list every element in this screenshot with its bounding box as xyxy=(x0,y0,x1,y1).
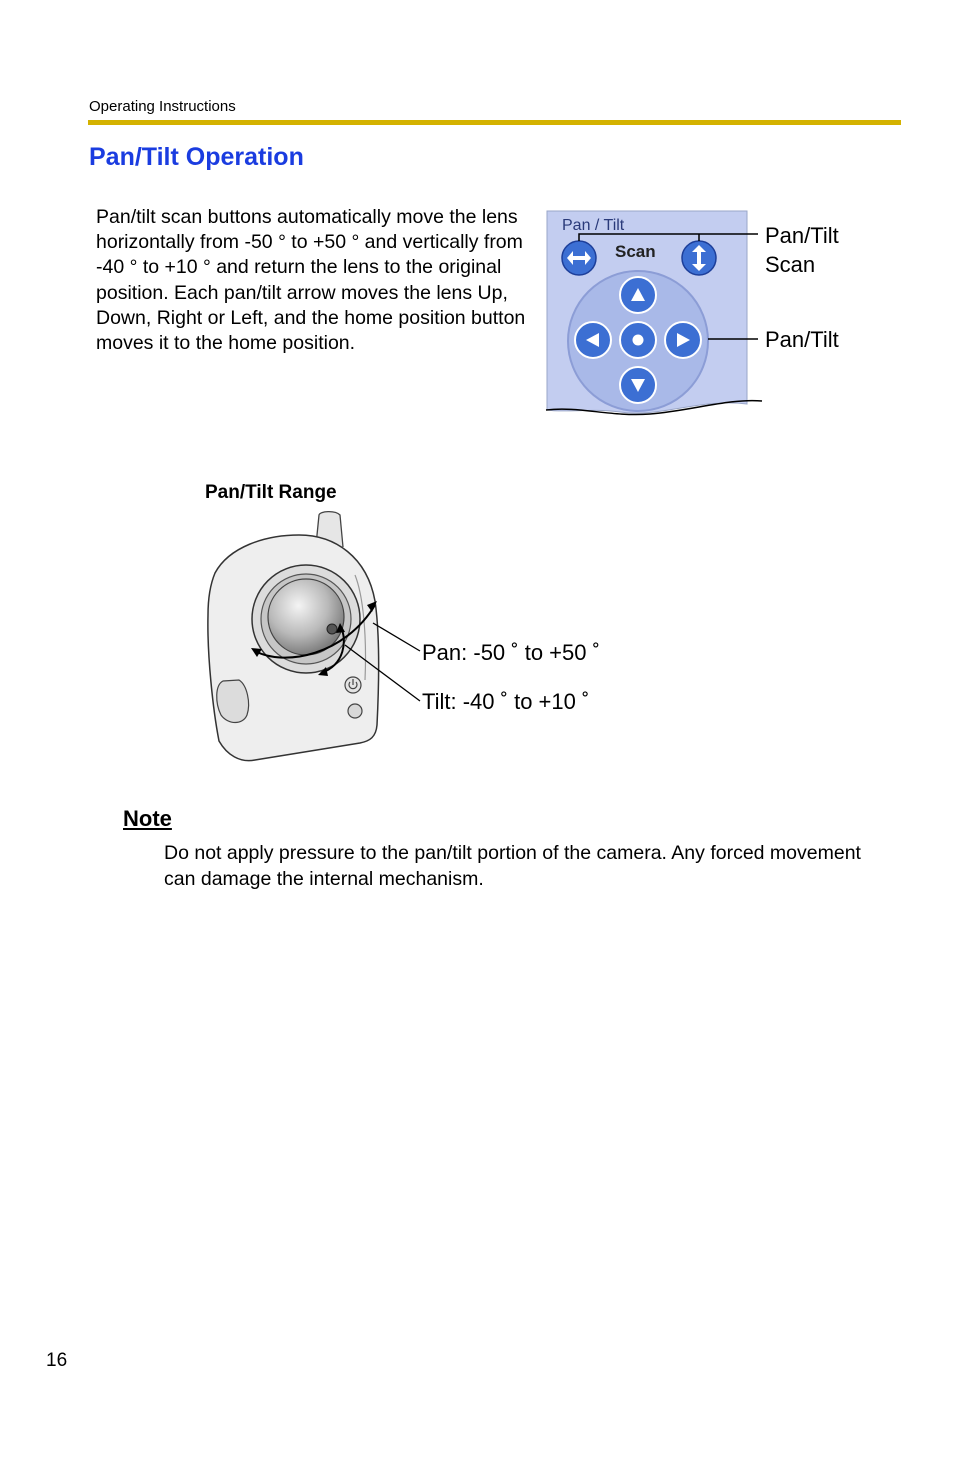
home-button[interactable] xyxy=(620,322,656,358)
note-body: Do not apply pressure to the pan/tilt portion of the camera. Any forced movement can damage the internal mechanism. xyxy=(164,842,861,890)
callout-scan-line-1: Pan/Tilt xyxy=(765,223,839,248)
small-button xyxy=(348,704,362,718)
callout-scan-line-2: Scan xyxy=(765,252,816,277)
tilt-range-label: Tilt: -40 ˚ to +10 ˚ xyxy=(422,689,590,714)
pan-tilt-control-panel xyxy=(540,205,765,420)
home-icon xyxy=(633,335,644,346)
pan-leader-line xyxy=(373,623,420,651)
pan-range-label: Pan: -50 ˚ to +50 ˚ xyxy=(422,640,600,665)
pan-tilt-scan-callout xyxy=(765,221,839,279)
page-number: 16 xyxy=(46,1350,68,1371)
side-grip xyxy=(217,680,249,723)
camera-illustration xyxy=(195,505,425,767)
intro-paragraph: Pan/tilt scan buttons automatically move the lens horizontally from -50 ° to +50 ° and vertically from -40 ° to +10 ° and return the lens to the original position. Each pan/tilt arrow moves the lens Up, Down, Right or Left, and the home position button moves it to the home position. xyxy=(96,206,526,355)
vertical-scan-button[interactable] xyxy=(682,241,716,275)
horizontal-scan-button[interactable] xyxy=(562,241,596,275)
panel-scan-label: Scan xyxy=(615,242,656,261)
down-arrow-button[interactable] xyxy=(620,367,656,403)
lens-dome xyxy=(268,579,344,655)
pan-tilt-arrows-callout: Pan/Tilt xyxy=(765,327,839,352)
left-arrow-button[interactable] xyxy=(575,322,611,358)
running-header: Operating Instructions xyxy=(89,98,236,115)
right-arrow-button[interactable] xyxy=(665,322,701,358)
header-rule xyxy=(88,120,901,125)
page-title: Pan/Tilt Operation xyxy=(89,143,304,171)
lens-eye xyxy=(327,624,337,634)
panel-heading: Pan / Tilt xyxy=(562,217,625,234)
up-arrow-button[interactable] xyxy=(620,277,656,313)
range-title: Pan/Tilt Range xyxy=(205,482,337,503)
note-heading: Note xyxy=(123,806,172,831)
